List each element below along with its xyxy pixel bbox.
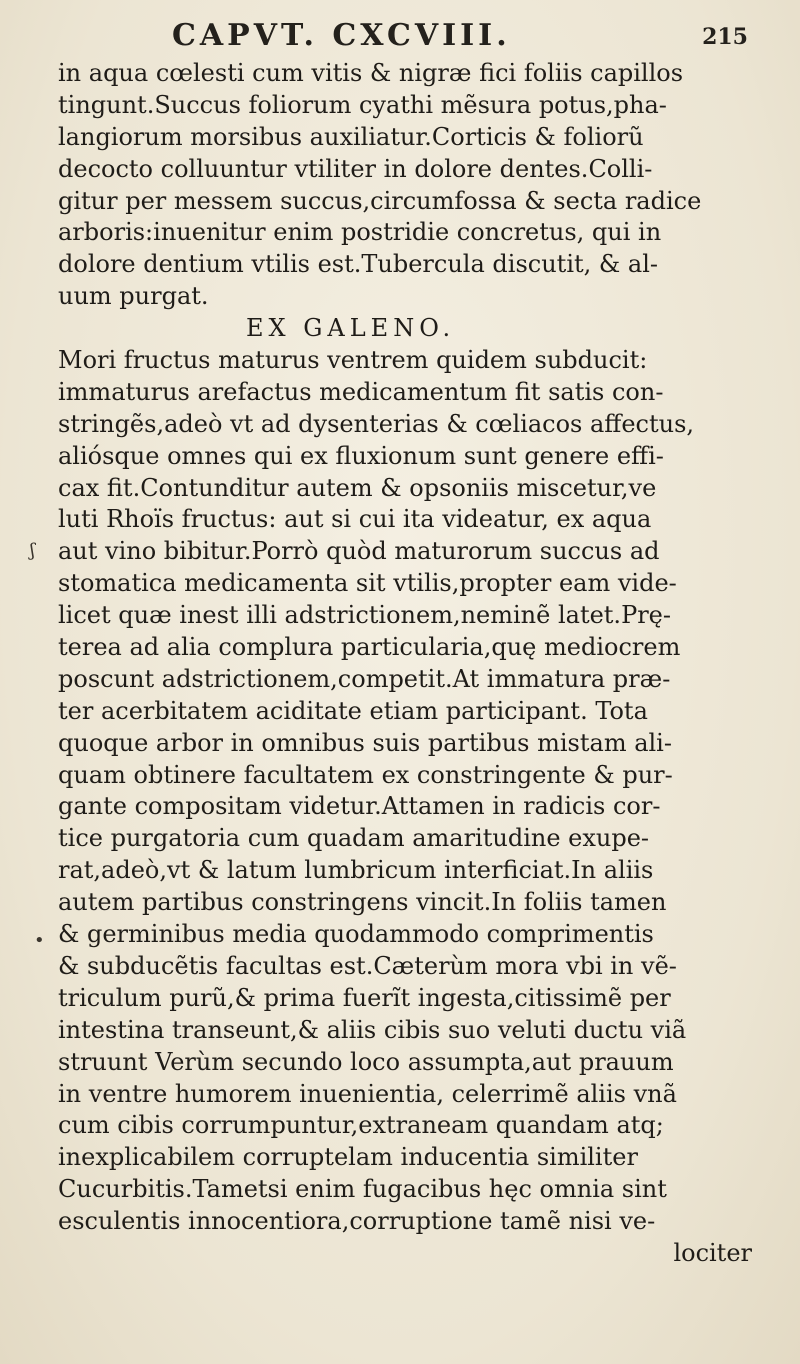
text-line: poscunt adstrictionem,competit.At immatura præ- bbox=[58, 664, 671, 693]
section-heading: EX GALENO. bbox=[246, 314, 456, 343]
running-head bbox=[172, 18, 748, 58]
text-line: decocto colluuntur vtiliter in dolore dentes.Colli- bbox=[58, 154, 653, 183]
text-line: ter acerbitatem aciditate etiam participant. Tota bbox=[58, 696, 648, 725]
text-line: langiorum morsibus auxiliatur.Corticis & foliorũ bbox=[58, 122, 644, 151]
text-line: inexplicabilem corruptelam inducentia similiter bbox=[58, 1143, 638, 1172]
text-line: uum purgat. bbox=[58, 282, 209, 311]
text-line: & germinibus media quodammodo comprimentis bbox=[58, 920, 654, 949]
chapter-title: CAPVT. CXCVIII. bbox=[172, 18, 511, 53]
text-line: stringẽs,adeò vt ad dysenterias & cœliacos affectus, bbox=[58, 409, 695, 438]
text-line: intestina transeunt,& aliis cibis suo veluti ductu viã bbox=[58, 1015, 687, 1044]
catchword: lociter bbox=[673, 1238, 752, 1267]
text-line: dolore dentium vtilis est.Tubercula discutit, & al- bbox=[58, 250, 658, 279]
text-line: quoque arbor in omnibus suis partibus mistam ali- bbox=[58, 728, 672, 757]
page-number: 215 bbox=[702, 24, 748, 50]
text-line: stomatica medicamenta sit vtilis,propter eam vide- bbox=[58, 569, 677, 598]
text-line: gante compositam videtur.Attamen in radicis cor- bbox=[58, 792, 661, 821]
text-line: gitur per messem succus,circumfossa & secta radice bbox=[58, 186, 702, 215]
text-line: rat,adeò,vt & latum lumbricum interficiat.In aliis bbox=[58, 856, 654, 885]
text-line: esculentis innocentiora,corruptione tamẽ nisi ve- bbox=[58, 1207, 656, 1236]
text-line: arboris:inuenitur enim postridie concretus, qui in bbox=[58, 218, 662, 247]
text-line: autem partibus constringens vincit.In foliis tamen bbox=[58, 888, 667, 917]
text-line: immaturus arefactus medicamentum fit satis con- bbox=[58, 377, 664, 406]
text-line: tingunt.Succus foliorum cyathi mẽsura potus,pha- bbox=[58, 90, 667, 119]
text-line: triculum purũ,& prima fuerĩt ingesta,citissimẽ per bbox=[58, 983, 671, 1012]
text-line: aut vino bibitur.Porrò quòd maturorum succus ad bbox=[58, 537, 660, 566]
text-line: cax fit.Contunditur autem & opsoniis miscetur,ve bbox=[58, 473, 657, 502]
margin-dot: • bbox=[34, 930, 45, 951]
text-line: cum cibis corrumpuntur,extraneam quandam atq; bbox=[58, 1111, 664, 1140]
text-line: in aqua cœlesti cum vitis & nigræ fici foliis capillos bbox=[58, 59, 684, 87]
margin-mark: ʃ bbox=[30, 540, 35, 561]
text-line: in ventre humorem inuenientia, celerrimẽ aliis vnã bbox=[58, 1079, 677, 1108]
text-line: Cucurbitis.Tametsi enim fugacibus hęc omnia sint bbox=[58, 1175, 667, 1204]
text-line: & subducẽtis facultas est.Cæterùm mora vbi in vẽ- bbox=[58, 951, 677, 980]
text-line: luti Rhoïs fructus: aut si cui ita videatur, ex aqua bbox=[58, 505, 652, 534]
text-line: terea ad alia complura particularia,quę mediocrem bbox=[58, 633, 681, 662]
body-text bbox=[58, 58, 758, 1270]
text-line: struunt Verùm secundo loco assumpta,aut prauum bbox=[58, 1047, 674, 1076]
text-line: quam obtinere facultatem ex constringente & pur- bbox=[58, 760, 673, 789]
text-line: aliósque omnes qui ex fluxionum sunt genere effi- bbox=[58, 441, 664, 470]
text-line: tice purgatoria cum quadam amaritudine exupe- bbox=[58, 824, 650, 853]
text-line: Mori fructus maturus ventrem quidem subducit: bbox=[58, 346, 648, 375]
text-line: licet quæ inest illi adstrictionem,neminẽ latet.Prę- bbox=[58, 601, 671, 630]
